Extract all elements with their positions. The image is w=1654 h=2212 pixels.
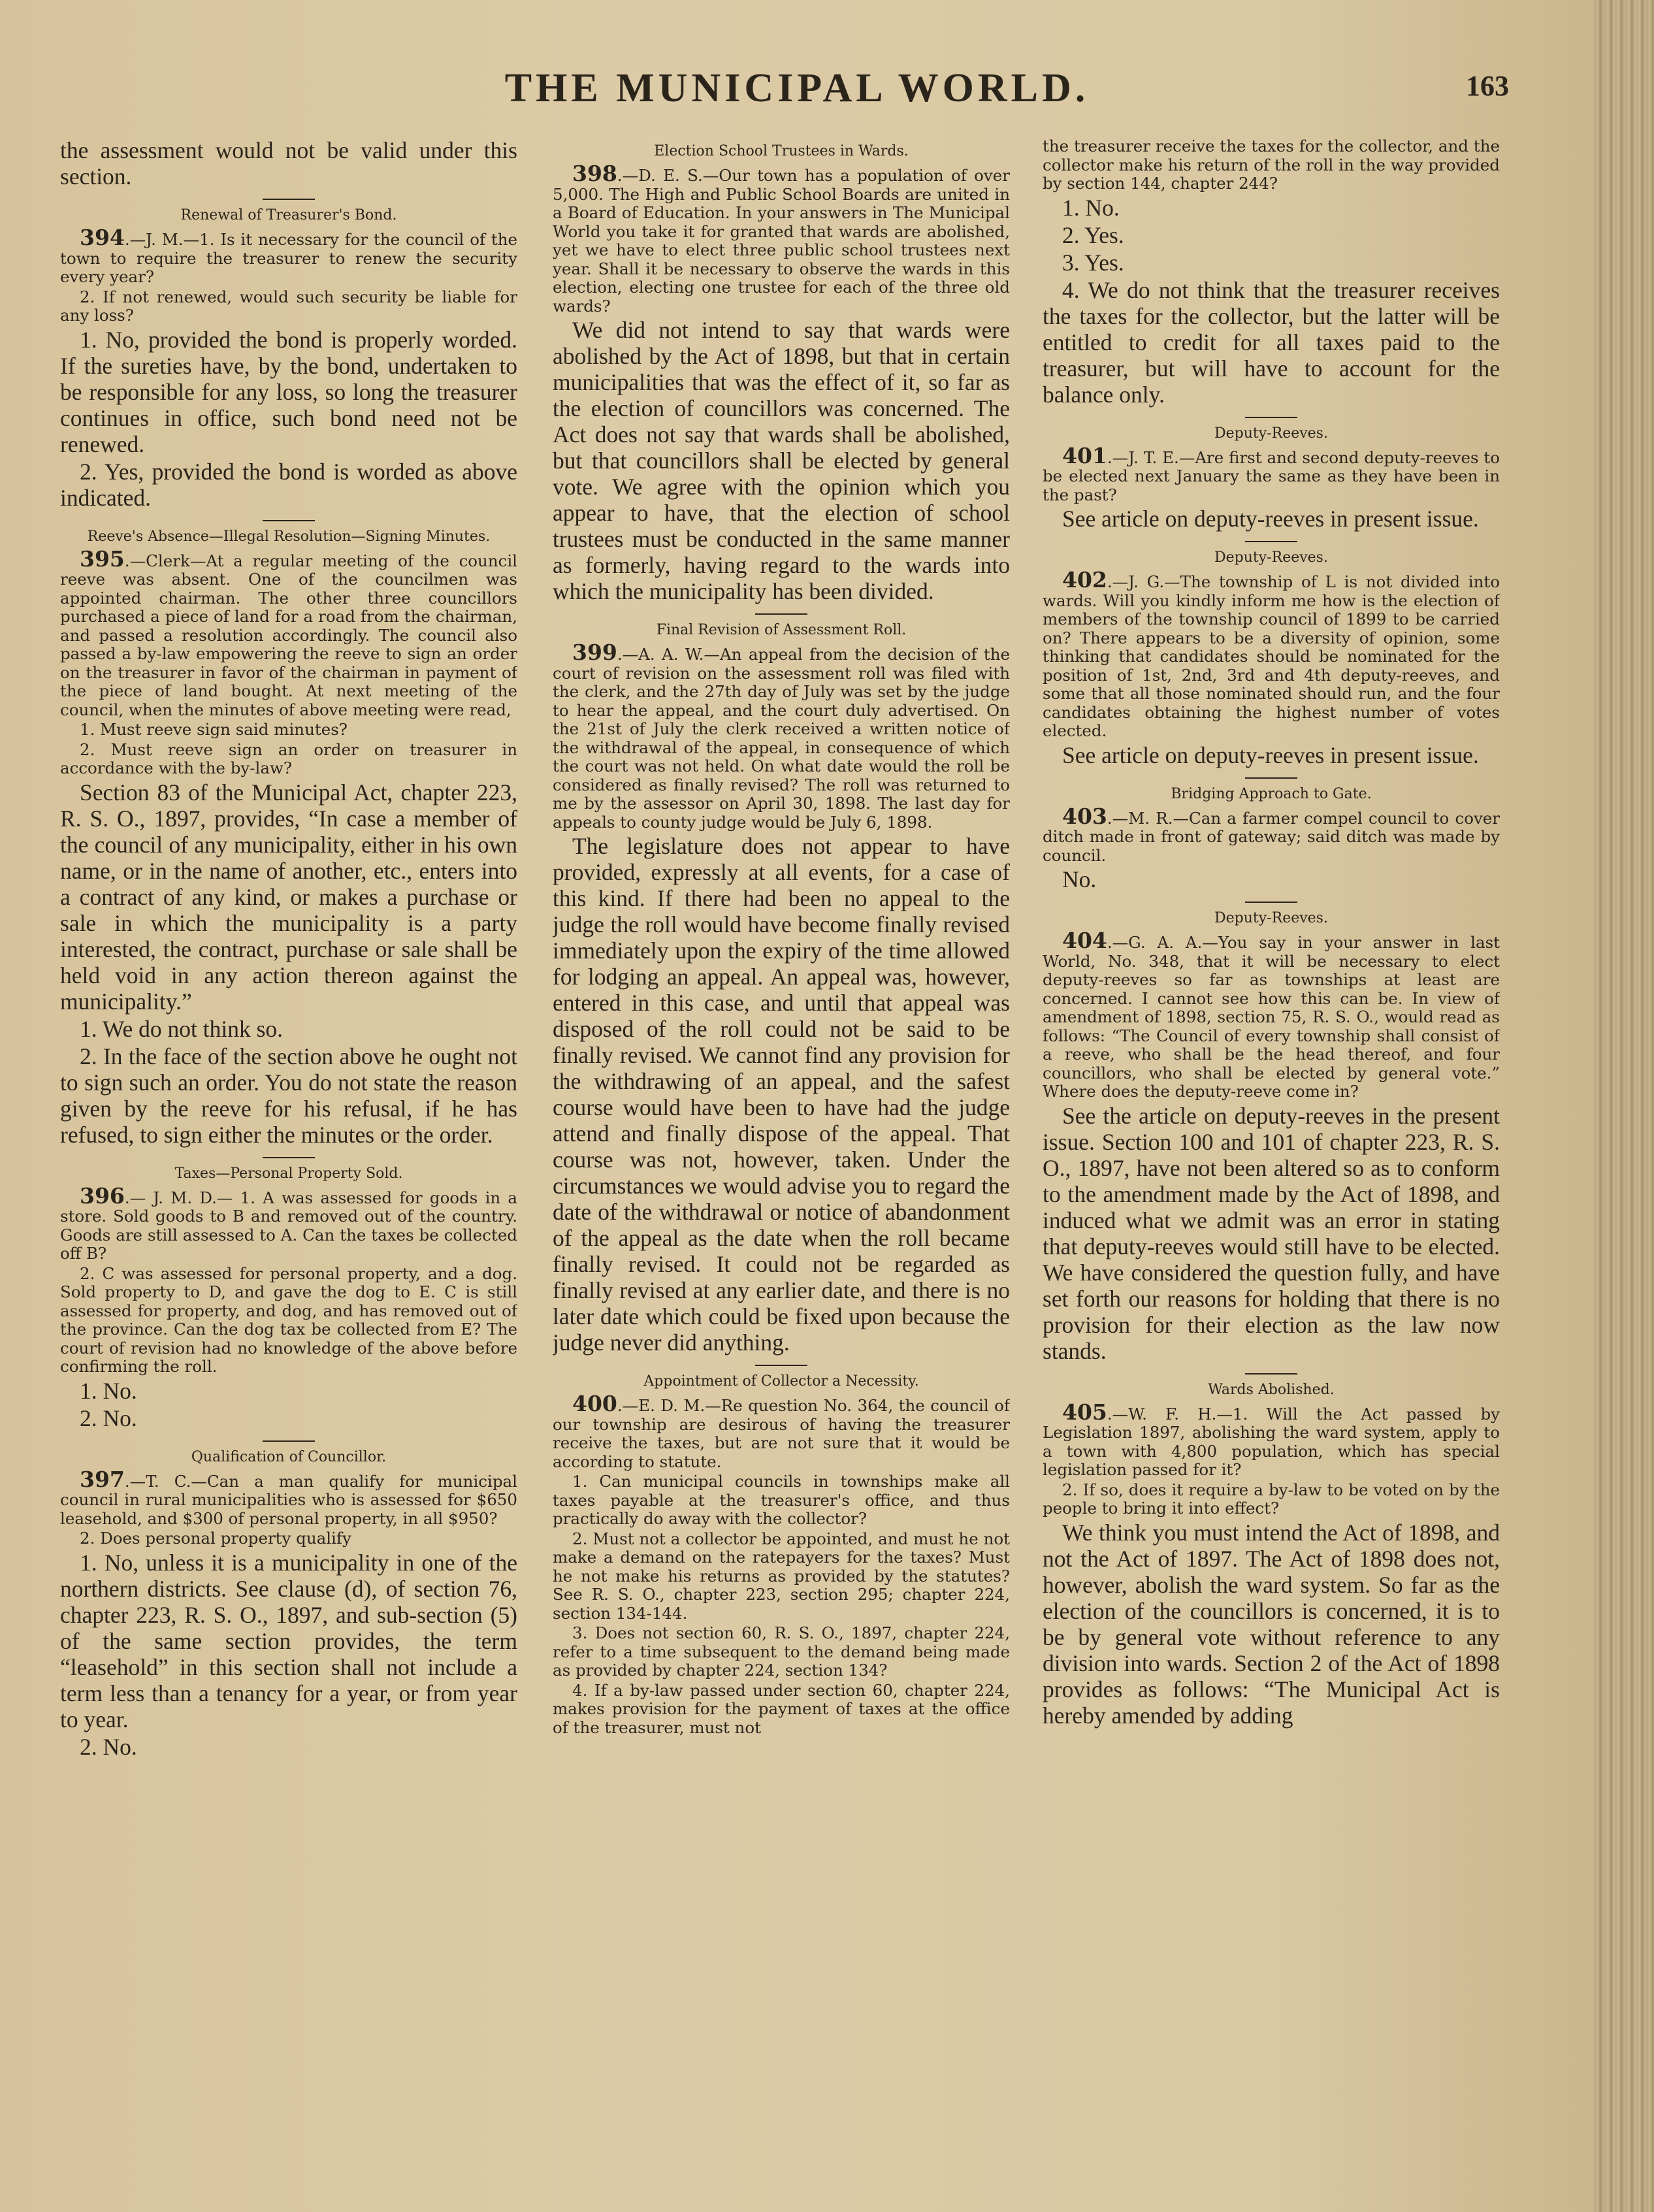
question-number: 405: [1062, 1399, 1107, 1425]
question-paragraph: [553, 640, 1010, 832]
section-divider: [263, 520, 315, 521]
question-number: 395: [80, 545, 125, 572]
short-answer: 1. No.: [80, 1377, 137, 1404]
section-divider: [263, 1440, 315, 1442]
question-text: 1. Can municipal councils in townships make all taxes payable at the treasurer's office, and thus practically do away with the collector?: [553, 1472, 1010, 1528]
question-paragraph: [60, 225, 517, 287]
answer-paragraph: See the article on deputy-reeves in the present issue. Section 100 and 101 of chapter 223, R. S. O., 1897, have not been altered so as to conform to the amendment made by the Act of 1898, and induced what we admit was an error in stating that deputy-reeves would still have to be elected. We have considered the question fully, and have set forth our reasons for holding that there is no provision for their election as the law now stands.: [1043, 1102, 1500, 1364]
answer-paragraph: 2. In the face of the section above he ought not to sign such an order. You do not state the reason given by the reeve for his refusal, if he has refused, to sign either the minutes or the order.: [60, 1043, 517, 1148]
question-text: .—E. D. M.—Re question No. 364, the council of our township are desirous of having the treasurer receive the taxes, but are not sure that it would be according to statute.: [553, 1396, 1010, 1471]
question-number: 404: [1062, 928, 1107, 953]
question-text: 2. C was assessed for personal property, and a dog. Sold property to D, and gave the dog to E. C is still assessed for property, and dog, and has removed out of the province. Can the dog tax be collected from E? The court of revision had no knowledge of the above before confirming the roll.: [60, 1263, 517, 1376]
answer-paragraph: See article on deputy-reeves in present issue.: [1062, 506, 1479, 532]
question-number: 402: [1062, 567, 1107, 593]
question-paragraph: [60, 1466, 517, 1529]
question-number: 401: [1062, 442, 1107, 468]
section-divider: [1245, 902, 1297, 903]
question-heading: Appointment of Collector a Necessity.: [643, 1373, 919, 1390]
question-heading: Deputy-Reeves.: [1214, 910, 1328, 926]
question-text: the treasurer receive the taxes for the collector, and the collector make his return of the roll in the way provided by section 144, chapter 244?: [1043, 137, 1500, 193]
question-subitem: [553, 1682, 1010, 1738]
question-subitem: [60, 721, 517, 740]
question-paragraph: [553, 1391, 1010, 1471]
question-paragraph: [60, 1182, 517, 1263]
question-heading: Bridging Approach to Gate.: [1171, 785, 1372, 802]
question-text: .—D. E. S.—Our town has a population of over 5,000. The High and Public School Boards are united in a Board of Education. In your answers in The Municipal World you take it for granted that wards are abolished, yet we have to elect three public school trustees next year. Shall it be necessary to observe the wards in this election, electing one trustee for each of the three old wards?: [553, 166, 1010, 316]
question-text: .—Clerk—At a regular meeting of the council reeve was absent. One of the councilmen was appointed chairman. The other three councillors purchased a piece of land for a road from the chairman, and passed a resolution accordingly. The council also passed a by-law empowering the reeve to sign an order on the treasurer in favor of the chairman in payment of the piece of land bought. At next meeting of the council, when the minutes of above meeting were read,: [60, 551, 517, 719]
question-heading: Final Revision of Assessment Roll.: [656, 622, 907, 638]
answer-paragraph: We think you must intend the Act of 1898, and not the Act of 1897. The Act of 1898 does not, however, abolish the ward system. So far as the election of the councillors is concerned, it is to be by general vote without reference to any division into wards. Section 2 of the Act of 1898 provides as follows: “The Municipal Act is hereby amended by adding: [1043, 1519, 1500, 1729]
question-subitem: [60, 741, 517, 778]
question-text: .—J. T. E.—Are first and second deputy-reeves to be elected next January the same as they have been in the past?: [1043, 447, 1500, 504]
question-number: 397: [80, 1466, 125, 1492]
answer-paragraph: the assessment would not be valid under this section.: [60, 137, 517, 189]
answer-paragraph: 1. No, unless it is a municipality in one of the northern districts. See clause (d), of section 76, chapter 223, R. S. O., 1897, and sub-section (5) of the same section provides, the term “leasehold” in this section shall not include a term less than a tenancy for a year, or from year to year.: [60, 1549, 517, 1732]
question-paragraph: [1043, 1399, 1500, 1480]
answer-paragraph: Section 83 of the Municipal Act, chapter 223, R. S. O., 1897, provides, “In case a member of the council of any municipality, either in his own name, or in the name of another, etc., enters into a contract of any kind, or makes a purchase or sale in which the municipality is a party interested, the contract, purchase or sale shall be held void in any action thereon against the municipality.”: [60, 779, 517, 1015]
answer-paragraph: The legislature does not appear to have provided, expressly at all events, for a case of this kind. If there had been no appeal to the judge the roll would have become finally revised immediately upon the expiry of the time allowed for lodging an appeal. An appeal was, however, entered in this case, and until that appeal was disposed of the roll could not be said to be finally revised. We cannot find any provision for the withdrawing of an appeal, and the safest course would have been to have had the judge attend and finally dispose of the appeal. That course was not, however, taken. Under the circumstances we would advise you to regard the date of the withdrawal or notice of abandonment of the appeal as the date when the roll became finally revised. It could not be regarded as finally revised at any earlier date, and there is no later date which could be fixed upon because the judge never did anything.: [553, 833, 1010, 1356]
question-subitem: [60, 1529, 517, 1548]
short-answer: 2. Yes.: [1062, 221, 1124, 248]
question-subitem: [553, 1624, 1010, 1680]
question-heading: Election School Trustees in Wards.: [654, 143, 909, 159]
section-divider: [1245, 541, 1297, 542]
section-divider: [1245, 1373, 1297, 1374]
question-text: .—M. R.—Can a farmer compel council to cover ditch made in front of gateway; said ditch was made by council.: [1043, 808, 1500, 865]
question-text: 1. Must reeve sign said minutes?: [80, 720, 348, 739]
question-subitem: [1043, 137, 1500, 193]
question-text: 2. Does personal property qualify: [80, 1529, 351, 1548]
section-divider: [755, 613, 807, 615]
answer-paragraph: 4. We do not think that the treasurer receives the taxes for the collector, but the latter will be entitled to credit for all taxes paid to the treasurer, but will have to account for the balance only.: [1043, 276, 1500, 408]
short-answer: 1. No.: [1062, 194, 1120, 221]
question-paragraph: [1043, 928, 1500, 1101]
answer-paragraph: 2. No.: [80, 1733, 137, 1760]
question-text: 2. Must reeve sign an order on treasurer in accordance with the by-law?: [60, 740, 517, 777]
section-divider: [755, 1365, 807, 1366]
question-text: 2. Must not a collector be appointed, and must he not make a demand on the ratepayers for the taxes? Must he not make his returns as provided by the statutes? See R. S. O., chapter 223, section 295; chapter 224, section 134-144.: [553, 1529, 1010, 1623]
question-heading: Deputy-Reeves.: [1214, 549, 1328, 566]
question-subitem: [60, 288, 517, 325]
question-text: 2. If so, does it require a by-law to be voted on by the people to bring it into effect?: [1043, 1480, 1500, 1518]
question-text: .—T. C.—Can a man qualify for municipal council in rural municipalities who is assessed for $650 leasehold, and $300 of personal property, in all $950?: [60, 1471, 517, 1528]
answer-paragraph: 1. We do not think so.: [80, 1015, 284, 1042]
question-heading: Deputy-Reeves.: [1214, 425, 1328, 442]
question-number: 394: [80, 225, 125, 250]
column-3: [1043, 137, 1500, 2149]
short-answer: 3. Yes.: [1062, 249, 1124, 276]
page-number: 163: [1466, 70, 1509, 102]
answer-paragraph: We did not intend to say that wards were abolished by the Act of 1898, but that in certain municipalities that was the effect of it, so far as the election of councillors was concerned. The Act does not say that wards shall be abolished, but that councillors shall be elected by general vote. We agree with the opinion which you appear to have, that the election of school trustees must be conducted in the same manner as formerly, having regard to the wards into which the municipality has been divided.: [553, 317, 1010, 604]
question-paragraph: [1043, 803, 1500, 866]
section-divider: [263, 199, 315, 200]
question-number: 396: [80, 1182, 125, 1209]
question-subitem: [553, 1530, 1010, 1623]
question-paragraph: [1043, 442, 1500, 505]
question-paragraph: [553, 161, 1010, 316]
question-number: 400: [572, 1391, 617, 1416]
masthead: THE MUNICIPAL WORLD.: [504, 66, 1090, 110]
section-divider: [1245, 777, 1297, 779]
question-number: 399: [572, 640, 617, 665]
column-2: [553, 137, 1010, 2149]
answer-paragraph: 1. No, provided the bond is properly worded. If the sureties have, by the bond, undertaken to be responsible for any loss, so long the treasurer continues in office, such bond need not be renewed.: [60, 326, 517, 457]
question-text: 3. Does not section 60, R. S. O., 1897, chapter 224, refer to a time subsequent to the demand being made as provided by chapter 224, section 134?: [553, 1623, 1010, 1680]
question-heading: Renewal of Treasurer's Bond.: [180, 207, 397, 223]
question-heading: Taxes—Personal Property Sold.: [174, 1165, 403, 1182]
question-text: .—G. A. A.—You say in your answer in last World, No. 348, that it will be necessary to elect deputy-reeves so far as townships at least are concerned. I cannot see how this can be. In view of amendment of 1898, section 75, R. S. O., would read as follows: “The Council of every township shall consist of a reeve, who shall be the head thereof, and four councillors, who shall be elected by general vote.” Where does the deputy-reeve come in?: [1043, 933, 1500, 1101]
question-paragraph: [1043, 567, 1500, 741]
question-number: 403: [1062, 803, 1107, 829]
short-answer: 2. No.: [80, 1405, 137, 1431]
column-1: [60, 137, 517, 2149]
question-text: 4. If a by-law passed under section 60, chapter 224, makes provision for the payment of taxes at the office of the treasurer, must not: [553, 1680, 1010, 1737]
question-paragraph: [60, 545, 517, 720]
question-subitem: [1043, 1481, 1500, 1518]
answer-paragraph: 2. Yes, provided the bond is worded as above indicated.: [60, 458, 517, 511]
question-heading: Qualification of Councillor.: [191, 1448, 387, 1465]
question-heading: Reeve's Absence—Illegal Resolution—Signing Minutes.: [87, 528, 491, 545]
question-text: .—J. G.—The township of L is not divided into wards. Will you kindly inform me how is the election of members of the township council of 1899 to be carried on? There appears to be a diversity of opinion, some thinking that candidates should be nominated for the position of 1st, 2nd, 3rd and 4th deputy-reeves, and some that all those nominated should run, and the four candidates obtaining the highest number of votes elected.: [1043, 572, 1500, 740]
question-heading: Wards Abolished.: [1208, 1381, 1335, 1398]
question-number: 398: [572, 161, 617, 186]
book-binding-edge: [1594, 0, 1654, 2212]
section-divider: [263, 1157, 315, 1158]
question-text: 2. If not renewed, would such security be liable for any loss?: [60, 287, 517, 325]
section-divider: [1245, 417, 1297, 418]
question-text: .—W. F. H.—1. Will the Act passed by Legislation 1897, abolishing the ward system, apply to a town with 4,800 population, which has special legislation passed for it?: [1043, 1404, 1500, 1479]
page-header: [0, 65, 1594, 124]
question-subitem: [60, 1265, 517, 1376]
question-text: .— J. M. D.— 1. A was assessed for goods in a store. Sold goods to B and removed out of the country. Goods are still assessed to A. Can the taxes be collected off B?: [60, 1188, 517, 1263]
answer-paragraph: See article on deputy-reeves in present issue.: [1062, 741, 1479, 768]
question-text: .—J. M.—1. Is it necessary for the council of the town to require the treasurer to renew the security every year?: [60, 230, 517, 286]
question-subitem: [553, 1472, 1010, 1529]
short-answer: No.: [1062, 866, 1097, 892]
question-text: .—A. A. W.—An appeal from the decision of the court of revision on the assessment roll was filed with the clerk, and the 27th day of July was set by the judge to hear the appeal, and the court duly advertised. On the 21st of July the clerk received a written notice of the withdrawal of the appeal, in consequence of which the court was not held. On what date would the roll be considered as finally revised? The roll was returned to me by the assessor on April 30, 1898. The last day for appeals to county judge would be July 6, 1898.: [553, 645, 1010, 832]
